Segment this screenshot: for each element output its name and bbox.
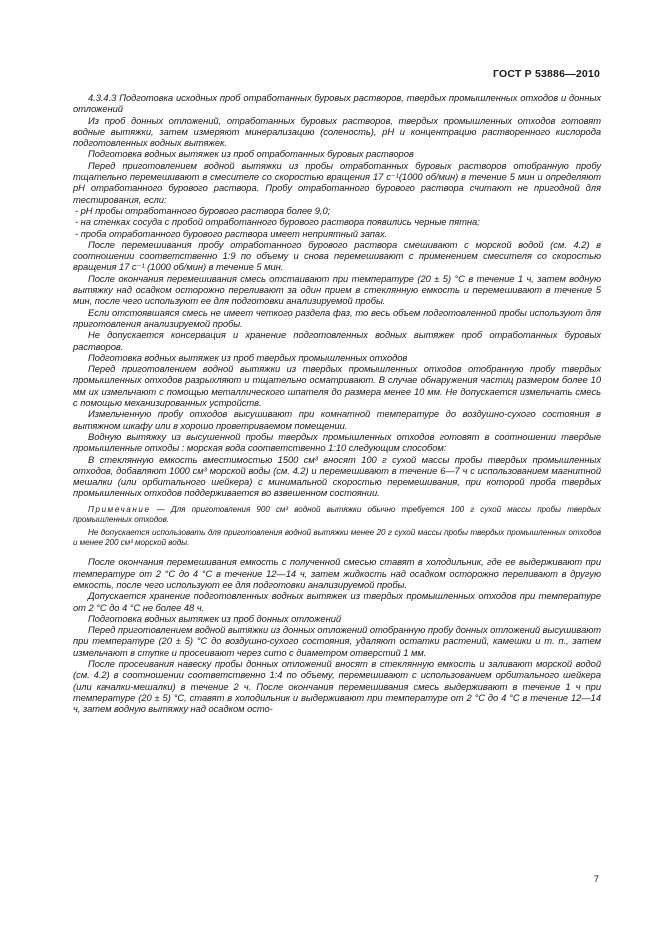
subheading-drilling-fluids: Подготовка водных вытяжек из проб отработанных буровых растворов xyxy=(88,148,414,160)
note-1 xyxy=(73,505,601,526)
list-item: - проба отработанного бурового раствора имеет неприятный запах. xyxy=(75,227,388,239)
paragraph: Водную вытяжку из высушенной пробы твердых промышленных отходов готовят в соотношении твердые промышленные отходы : морская вода соответственно 1:10 следующим способом: xyxy=(73,430,601,454)
paragraph: Из проб донных отложений, отработанных буровых растворов, твердых промышленных отходов готовят водные вытяжки, затем измеряют минерализацию (соленость), pH и концентрацию растворенного кислорода подготовленных водных вытяжек. xyxy=(73,114,601,149)
paragraph: Если отстоявшаяся смесь не имеет четкого раздела фаз, то весь объем подготовленной пробы используют для приготовления анализируемой пробы. xyxy=(73,306,601,329)
subheading-bottom-sediments: Подготовка водных вытяжек из проб донных отложений xyxy=(88,612,342,624)
paragraph: После окончания перемешивания емкость с полученной смесью ставят в холодильник, где ее выдерживают при температуре от 2 °С до 4 °С в течение 12—14 ч, затем жидкость над осадком осторожно переливают в другую емкость, после чего используют ее для подготовки анализируемой пробы. xyxy=(73,556,601,590)
note-1-text: — Для приготовления 900 см³ водной вытяжки обычно требуется 100 г сухой массы пробы твердых промышленных отходов. xyxy=(73,504,601,525)
note-label: Примечание xyxy=(88,504,151,514)
list-item: - на стенках сосуда с пробой отработанного бурового раствора появились черные пятна; xyxy=(75,216,480,228)
subheading-solid-waste: Подготовка водных вытяжек из проб твердых промышленных отходов xyxy=(88,351,408,363)
paragraph: В стеклянную емкость вместимостью 1500 см³ вносят 100 г сухой массы пробы твердых промышленных отходов, добавляют 1000 см³ морской воды (см. 4.2) и перемешивают в течение 6—7 ч с использованием магнитной мешалки (или орбитального шейкера) с минимальной скоростью перемешивания, при которой проба твердых промышленных отходов поддерживается во взвешенном состоянии. xyxy=(73,453,601,499)
standard-header: ГОСТ Р 53886—2010 xyxy=(492,68,600,80)
page-number: 7 xyxy=(593,874,599,885)
section-heading-4-3-4-3: 4.3.4.3 Подготовка исходных проб отработанных буровых растворов, твердых промышленных отходов и донных отложений xyxy=(73,92,601,115)
paragraph: Перед приготовлением водной вытяжки из донных отложений отобранную пробу донных отложений высушивают при температуре (20 ± 5) °С до воздушно-сухого состояния, удаляют остатки растений, камешки и т. п., затем измельчают в ступке и просеивают через сито с диаметром отверстий 1 мм. xyxy=(73,624,601,658)
page-content xyxy=(73,92,601,714)
paragraph: После перемешивания пробу отработанного бурового раствора смешивают с морской водой (см. 4.2) в соотношении соответственно 1:9 по объему и снова перемешивают с применением смесителя со скоростью вращения 17 с⁻¹ (1000 об/мин) в течение 5 мин. xyxy=(73,238,601,273)
note-2: Не допускается использовать для приготовления водной вытяжки менее 20 г сухой массы пробы твердых промышленных отходов и менее 200 см³ морской воды. xyxy=(73,527,601,547)
paragraph: Допускается хранение подготовленных водных вытяжек из твердых промышленных отходов при температуре от 2 °С до 4 °С не более 48 ч. xyxy=(73,590,601,613)
paragraph: После просеивания навеску пробы донных отложений вносят в стеклянную емкость и заливают морской водой (см. 4.2) в соотношении соответственно 1:4 по объему, перемешивают с использованием орбитального шейкера (или качалки-мешалки) в течение 2 ч. После окончания перемешивания смесь выдерживают в течение 1 ч при температуре (20 ± 5) °С, ставят в холодильник и выдерживают при температуре от 2 °С до 4 °С в течение 12—14 ч, затем водную вытяжку над осадком осто- xyxy=(73,657,601,715)
paragraph: Перед приготовлением водной вытяжки из пробы отработанных буровых растворов отобранную пробу тщательно перемешивают в смесителе со скоростью вращения 17 с⁻¹(1000 об/мин) в течение 5 мин и определяют pH отработанного бурового раствора. Пробу отработанного бурового раствора считают не пригодной для тестирования, если: xyxy=(73,159,601,205)
paragraph: Измельченную пробу отходов высушивают при комнатной температуре до воздушно-сухого состояния в вытяжном шкафу или в хорошо проветриваемом помещении. xyxy=(73,408,601,431)
list-item: - pH пробы отработанного бурового раствора более 9,0; xyxy=(75,204,331,216)
paragraph: После окончания перемешивания смесь отстаивают при температуре (20 ± 5) °С в течение 1 ч, затем водную вытяжку над осадком осторожно переливают за один прием в стеклянную емкость и перемешивают в течение 5 мин, после чего используют ее для подготовки анализируемой пробы. xyxy=(73,272,601,307)
paragraph: Перед приготовлением водной вытяжки из твердых промышленных отходов отобранную пробу твердых промышленных отходов разрыхляют и тщательно осматривают. В случае обнаружения частиц размером более 10 мм их измельчают с помощью металлического шпателя до размера менее 10 мм. Не допускается измельчать смесь с помощью механизированных устройств. xyxy=(73,363,601,409)
paragraph: Не допускается консервация и хранение подготовленных водных вытяжек проб отработанных буровых растворов. xyxy=(73,329,601,352)
